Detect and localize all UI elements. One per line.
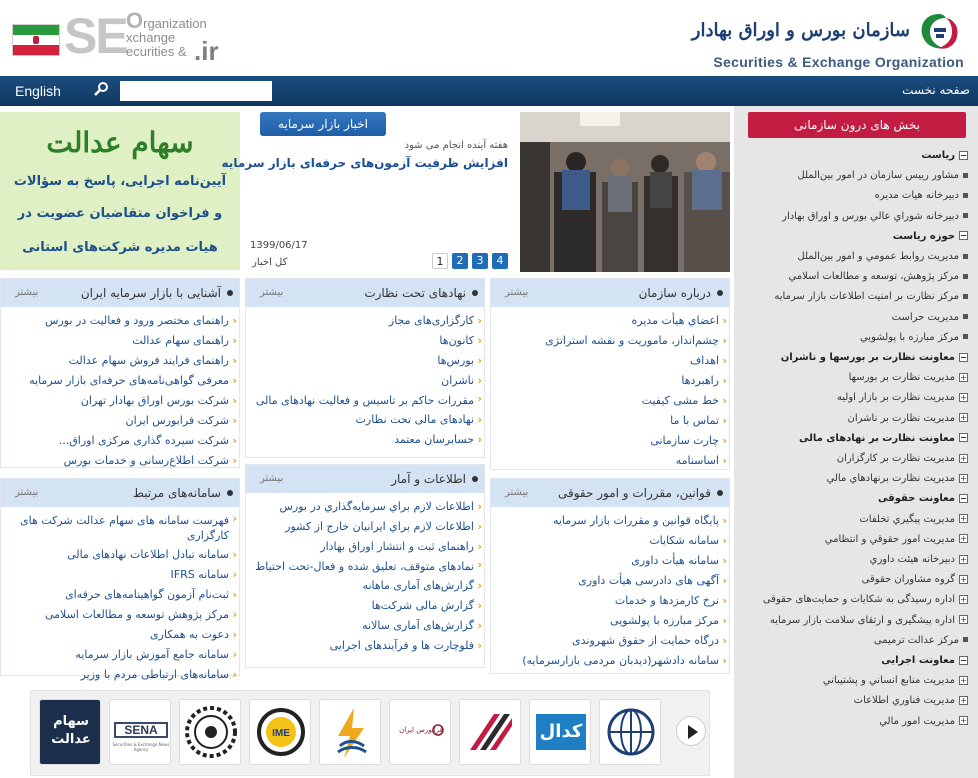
org-name-en: Securities & Exchange Organization	[713, 54, 964, 70]
collapse-icon[interactable]: −	[960, 352, 967, 362]
news-date: 1399/06/17	[250, 240, 308, 251]
box-title: قوانین، مقررات و امور حقوقی	[557, 486, 711, 500]
box-title: اطلاعات و آمار	[391, 472, 466, 486]
sidebar-section-item[interactable]	[921, 150, 968, 161]
collapse-icon[interactable]: −	[960, 150, 967, 160]
ime-logo[interactable]	[249, 699, 311, 765]
list-item[interactable]: ‹ سامانه هيأت داوری	[491, 551, 729, 571]
sidebar-item-label: مديريت حراست	[891, 311, 959, 323]
list-item[interactable]: ‹ چارت سازمانی	[491, 431, 729, 451]
sidebar-item[interactable]	[848, 413, 968, 424]
list-item[interactable]: ‹ فهرست سامانه های سهام عدالت شرکت های کارگزاری	[1, 511, 239, 545]
sidebar-item-label: دبيرخانه شوراي عالي بورس و اوراق بهادار	[782, 210, 959, 222]
ime-label: IME	[272, 728, 290, 739]
box-title: سامانه‌های مرتبط	[132, 486, 221, 500]
supervised-entities-box	[245, 278, 485, 458]
list-item[interactable]: ‹ اعضاي هيأت مديره	[491, 311, 729, 331]
sidebar-item[interactable]	[763, 594, 968, 605]
sidebar-item[interactable]	[823, 675, 968, 686]
list-item[interactable]: ‹ اطلاعات لازم براي سرمايه‌گذاري در بورس	[246, 497, 484, 517]
expand-icon[interactable]: +	[960, 392, 967, 402]
stripes-icon	[460, 700, 521, 765]
collapse-icon[interactable]: −	[960, 655, 967, 665]
news-headline[interactable]: افزایش ظرفیت آزمون‌های حرفه‌ای بازار سرمایه	[221, 156, 508, 170]
gear-seal-logo[interactable]	[179, 699, 241, 765]
list-item[interactable]: ‹ گزارش‌های آماری سالانه	[246, 616, 484, 636]
box-header	[1, 479, 239, 507]
list-item[interactable]: ‹ نرخ کارمزدها و خدمات	[491, 591, 729, 611]
bullet-square-icon[interactable]	[963, 173, 968, 178]
sidebar-section-item[interactable]	[781, 352, 968, 363]
sidebar-section-item[interactable]	[881, 655, 968, 666]
banner-line: هیات مدیره شرکت‌های استانی	[22, 240, 218, 255]
farabourse-icon	[390, 700, 451, 765]
list-item[interactable]: ‹ ثبت‌نام آزمون گواهینامه‌های حرفه‌ای	[1, 585, 239, 605]
seo-words: Organization xchange ecurities &	[126, 8, 207, 59]
sidebar-item[interactable]	[879, 716, 968, 727]
bullet-square-icon[interactable]	[963, 637, 968, 642]
sidebar-item-label: رياست	[921, 150, 955, 161]
sidebar-item-label: مديريت نظارت بر کارگزاران	[836, 453, 955, 464]
search-icon[interactable]	[92, 81, 110, 99]
list-item[interactable]: ‹ اساسنامه	[491, 451, 729, 471]
flame-icon	[320, 700, 381, 765]
sidebar-item[interactable]	[849, 372, 968, 383]
news-photo[interactable]	[520, 112, 730, 272]
stripes-logo[interactable]	[459, 699, 521, 765]
more-link[interactable]: بیشتر	[15, 287, 39, 298]
list-item[interactable]: ‹ نمادهای متوقف، تعلیق شده و فعال-تحت احتیاط	[246, 557, 484, 576]
sidebar-item-label: حوزه رياست	[892, 230, 955, 242]
sidebar-item-label: معاونت نظارت بر بورسها و ناشران	[780, 352, 955, 363]
box-header	[1, 279, 239, 307]
bullet-square-icon[interactable]	[963, 193, 968, 198]
sidebar-item[interactable]	[874, 635, 968, 646]
ime-icon	[250, 700, 311, 765]
list-item[interactable]: ‹ اهداف	[491, 351, 729, 371]
list-item[interactable]: ‹ پايگاه قوانين و مقررات بازار سرمايه	[491, 511, 729, 531]
list-item[interactable]: ‹ حسابرسان معتمد	[246, 430, 484, 450]
bullet-icon	[717, 290, 723, 296]
seo-domain: .ir	[194, 36, 219, 66]
seo-partner-logo[interactable]	[599, 699, 661, 765]
bullet-square-icon[interactable]	[963, 314, 968, 319]
list-item[interactable]: ‹ اطلاعات لازم براي ايرانيان خارج از کشور	[246, 517, 484, 537]
expand-icon[interactable]: +	[960, 594, 967, 604]
laws-box	[490, 478, 730, 674]
sidebar-item-label: مشاور رييس سازمان در امور بين‌الملل	[797, 170, 959, 182]
list-item[interactable]: ‹ مرکز مبارزه با پولشويی	[491, 611, 729, 631]
more-link[interactable]: بیشتر	[505, 487, 529, 498]
sidebar-section-item[interactable]	[878, 493, 968, 504]
box-header	[246, 465, 484, 493]
sidebar-item-label: مرکز عدالت ترمیمی	[873, 634, 959, 646]
list-item[interactable]: ‹ آگهی های دادرسی هیأت داوری	[491, 571, 729, 591]
pager-button[interactable]: 4	[492, 253, 508, 269]
expand-icon[interactable]: +	[960, 695, 967, 705]
list-item[interactable]: ‹ راهنمای مختصر ورود و فعالیت در بورس	[1, 311, 239, 331]
sidebar-item-label: مديريت پيگيري تخلفات	[859, 513, 955, 525]
list-item[interactable]: ‹ ناشران	[246, 371, 484, 391]
sidebar-item-label: مديريت روابط عمومي و امور بين‌الملل	[797, 251, 959, 262]
list-item[interactable]: ‹ مرکز پژوهش توسعه و مطالعات اسلامی	[1, 605, 239, 625]
list-item[interactable]: ‹ شرکت فرابورس ايران	[1, 411, 239, 431]
sidebar-item-label: دبيرخانه هيئت داوري	[869, 554, 955, 565]
list-item[interactable]: ‹ سامانه جامع آموزش بازار سرمایه	[1, 645, 239, 665]
home-link[interactable]: صفحه نخست	[902, 83, 970, 97]
pager-button[interactable]: 1	[432, 253, 448, 269]
list-item[interactable]: ‹ راهنمای سهام عدالت	[1, 331, 239, 351]
list-item[interactable]: ‹ تماس با ما	[491, 411, 729, 431]
about-box	[490, 278, 730, 470]
list-item[interactable]: ‹ شرکت سپرده گذاری مرکزی اوراق...	[1, 431, 239, 451]
bullet-icon	[472, 476, 478, 482]
bullet-square-icon[interactable]	[963, 213, 968, 218]
navbar	[0, 76, 978, 106]
org-name-fa: سازمان بورس و اوراق بهادار	[691, 20, 910, 41]
related-systems-box	[0, 478, 240, 681]
header	[0, 0, 978, 76]
list-item[interactable]: ‹ درگاه حمایت از حقوق شهروندی	[491, 631, 729, 651]
energy-exchange-logo[interactable]	[319, 699, 381, 765]
list-item[interactable]: ‹ سامانه تبادل اطلاعات نهادهای مالی	[1, 545, 239, 565]
collapse-icon[interactable]: −	[960, 493, 967, 503]
sahaam-edalat-logo[interactable]: سهام عدالت	[39, 699, 101, 765]
list-item[interactable]: ‹ راهبردها	[491, 371, 729, 391]
all-news-link[interactable]: کل اخبار	[252, 257, 288, 268]
pager-button[interactable]: 3	[472, 253, 488, 269]
carousel-next-button[interactable]	[676, 716, 706, 746]
sidebar-item[interactable]	[797, 170, 968, 181]
list-item[interactable]: ‹ سامانه IFRS	[1, 565, 239, 585]
sidebar-section-item[interactable]	[893, 231, 968, 242]
news-section	[221, 112, 730, 272]
expand-icon[interactable]: +	[960, 413, 967, 423]
sidebar-item-label: مديريت نظارت بر بازار اوليه	[836, 392, 955, 404]
sidebar-item[interactable]	[797, 251, 968, 262]
sidebar-item-label: اداره رسيدگی به شكايات و حمايت‌های حقوقی	[762, 594, 955, 606]
list-item[interactable]: ‹ فلوچارت ها و فرآیندهای اجرایی	[246, 636, 484, 656]
sidebar-item-label: مديريت فناوري اطلاعات	[853, 695, 955, 707]
box-header	[491, 479, 729, 507]
list-item[interactable]: ‹ شرکت اطلاع‌رسانی و خدمات بورس	[1, 451, 239, 471]
list-item[interactable]: ‹ نهادهای مالی تحت نظارت	[246, 410, 484, 430]
list-item[interactable]: ‹ شرکت بورس اوراق بهادار تهران	[1, 391, 239, 411]
sidebar-item-label: معاونت حقوقی	[878, 493, 955, 505]
sidebar-item[interactable]	[892, 312, 968, 323]
sidebar-item[interactable]	[870, 554, 968, 565]
sidebar-item-label: مرکز مبارزه با پولشويي	[859, 331, 959, 343]
collapse-icon[interactable]: −	[960, 231, 967, 241]
org-sections-sidebar	[734, 106, 978, 778]
sidebar-item[interactable]	[860, 332, 968, 343]
sidebar-item[interactable]	[837, 453, 968, 464]
expand-icon[interactable]: +	[960, 554, 967, 564]
news-subtitle: هفته آینده انجام می شود	[404, 140, 508, 151]
seo-logo[interactable]	[678, 6, 968, 72]
expand-icon[interactable]: +	[960, 372, 967, 382]
bullet-icon	[227, 490, 233, 496]
bullet-square-icon[interactable]	[963, 294, 968, 299]
list-item[interactable]: ‹ راهنمای فرايند فروش سهام عدالت	[1, 351, 239, 371]
sidebar-item-label: مركز پژوهش، توسعه و مطالعات اسلامي	[788, 271, 959, 283]
sidebar-item-label: دبيرخانه هيات مديره	[874, 190, 959, 202]
english-link[interactable]: English	[15, 83, 61, 99]
sidebar-item-label: گروه مشاوران حقوقی	[861, 574, 955, 586]
expand-icon[interactable]: +	[960, 514, 967, 524]
capital-market-guide-box	[0, 278, 240, 468]
box-header	[246, 279, 484, 307]
list-item[interactable]: ‹ دعوت به همکاری	[1, 625, 239, 645]
expand-icon[interactable]: +	[960, 574, 967, 584]
sidebar-item-label: اداره پیشگیری و ارتقای سلامت بازار سرمایه	[769, 614, 955, 626]
box-title: آشنایی با بازار سرمایه ایران	[80, 286, 221, 300]
seo-emblem-icon	[916, 10, 962, 54]
info-stats-box	[245, 464, 485, 668]
globe-icon	[600, 700, 661, 765]
sidebar-item-label: مرکز نظارت بر امنيت اطلاعات بازار سرمايه	[774, 291, 959, 303]
box-title: نهادهای تحت نظارت	[364, 286, 466, 300]
sidebar-title: بخش های درون سازمانی	[748, 112, 966, 138]
bullet-icon	[717, 490, 723, 496]
list-item[interactable]: ‹ کانون‌ها	[246, 331, 484, 351]
search-input[interactable]	[120, 81, 272, 101]
bullet-icon	[472, 290, 478, 296]
bullet-icon	[227, 290, 233, 296]
sidebar-item[interactable]	[827, 473, 968, 484]
sidebar-item[interactable]	[862, 574, 968, 585]
list-item[interactable]: ‹ راهنمای ثبت و انتشار اوراق بهادار	[246, 537, 484, 557]
expand-icon[interactable]: +	[960, 473, 967, 483]
sena-logo[interactable]: SENA Securities & Exchange News Agency	[109, 699, 171, 765]
seo-ir-logo[interactable]	[8, 8, 238, 68]
news-tab[interactable]: اخبار بازار سرمایه	[260, 112, 386, 136]
iran-flag-icon	[12, 24, 60, 56]
pager-button[interactable]: 2	[452, 253, 468, 269]
more-link[interactable]: بیشتر	[505, 287, 529, 298]
banner-title: سهام عدالت	[46, 126, 194, 159]
list-item[interactable]: ‹ سامانه شکايات	[491, 531, 729, 551]
list-item[interactable]: ‹ گزارش‌های آماری ماهانه	[246, 576, 484, 596]
sidebar-item[interactable]	[774, 291, 968, 302]
list-item[interactable]: ‹ چشم‌انداز، ماموريت و نقشه استراتژی	[491, 331, 729, 351]
seo-big-letters: SE	[64, 8, 127, 64]
expand-icon[interactable]: +	[960, 716, 967, 726]
farabourse-logo[interactable]: فرابورس ایران	[389, 699, 451, 765]
more-link[interactable]: بیشتر	[260, 473, 284, 484]
sidebar-item[interactable]	[825, 534, 968, 545]
list-item[interactable]: ‹ کارگزاری‌های مجاز	[246, 311, 484, 331]
sidebar-item-label: مديريت امور مالي	[879, 715, 955, 727]
list-item[interactable]: ‹ خط مشی کيفيت	[491, 391, 729, 411]
list-item[interactable]: ‹ سامانه دادشهر(ديدبان مردمی بازارسرمايه)	[491, 651, 729, 671]
bullet-square-icon[interactable]	[963, 334, 968, 339]
sidebar-item[interactable]	[788, 271, 968, 282]
expand-icon[interactable]: +	[960, 615, 967, 625]
more-link[interactable]: بیشتر	[260, 287, 284, 298]
sahaam-edalat-banner[interactable]	[0, 112, 240, 270]
more-link[interactable]: بیشتر	[15, 487, 39, 498]
sidebar-item-label: معاونت نظارت بر نهادهای مالی	[798, 432, 955, 444]
banner-line: و فراخوان متقاضیان عضویت در	[17, 206, 223, 221]
list-item[interactable]: ‹ سامانه‌های ارتباطی مردم با وزیر	[1, 665, 239, 685]
banner-line: آیین‌نامه اجرایی، پاسخ به سؤالات	[13, 174, 227, 189]
kodal-logo[interactable]: کدال	[529, 699, 591, 765]
expand-icon[interactable]: +	[960, 675, 967, 685]
sidebar-item-label: مديريت امور حقوقي و انتظامي	[824, 533, 955, 545]
expand-icon[interactable]: +	[960, 534, 967, 544]
sidebar-item-label: مديريت نظارت بر بورسها	[848, 372, 955, 384]
box-header	[491, 279, 729, 307]
sidebar-section-item[interactable]	[799, 433, 968, 444]
bullet-square-icon[interactable]	[963, 274, 968, 279]
list-item[interactable]: ‹ گزارش مالی شرکت‌ها	[246, 596, 484, 616]
gear-seal-icon	[180, 700, 241, 765]
sidebar-item[interactable]	[875, 190, 968, 201]
list-item[interactable]: ‹ مقررات حاکم بر تاسیس و فعالیت نهادهای مالی	[246, 391, 484, 410]
sidebar-item-label: مديريت منابع انساني و پشتيباني	[822, 675, 955, 687]
box-title: درباره سازمان	[638, 286, 711, 300]
collapse-icon[interactable]: −	[960, 433, 967, 443]
sidebar-item[interactable]	[770, 615, 968, 626]
exam-room-image	[520, 112, 730, 272]
sidebar-item[interactable]	[854, 695, 968, 706]
partner-logos-strip	[30, 690, 710, 776]
sidebar-item-label: معاونت اجرایی	[881, 655, 955, 666]
sidebar-item-label: مديريت نظارت بر ناشران	[847, 412, 955, 424]
list-item[interactable]: ‹ بورس‌ها	[246, 351, 484, 371]
sidebar-item[interactable]	[837, 392, 968, 403]
expand-icon[interactable]: +	[960, 453, 967, 463]
sidebar-item[interactable]	[859, 514, 968, 525]
sidebar-item[interactable]	[782, 211, 968, 222]
list-item[interactable]: ‹ معرفی گواهی‌نامه‌های حرفه‌ای بازار سرمايه	[1, 371, 239, 391]
bullet-square-icon[interactable]	[963, 254, 968, 259]
sidebar-item-label: مديريت نظارت برنهادهاي مالي	[826, 473, 955, 485]
